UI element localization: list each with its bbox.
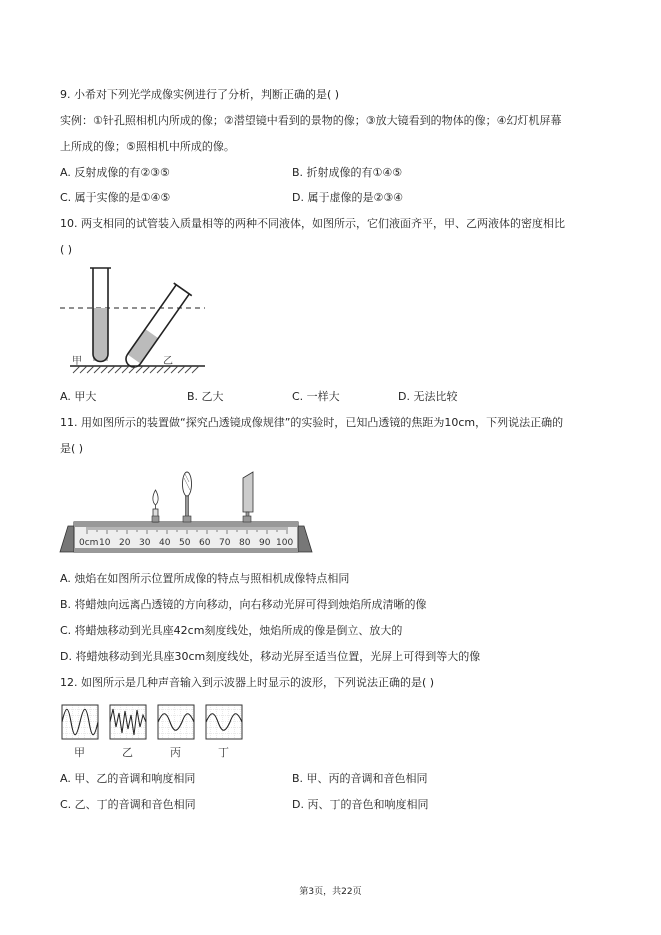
q10-option-c: C. 一样大 bbox=[292, 390, 340, 403]
q11-option-c: C. 将蜡烛移动到光具座42cm刻度线处，烛焰所成的像是倒立、放大的 bbox=[60, 624, 403, 637]
wave-label-ding: 丁 bbox=[218, 746, 229, 759]
wave-label-jia: 甲 bbox=[74, 746, 85, 759]
q12-stem: 12. 如图所示是几种声音输入到示波器上时显示的波形，下列说法正确的是( ) bbox=[60, 676, 435, 689]
q9-option-b: B. 折射成像的有①④⑤ bbox=[292, 166, 403, 179]
q11-stem-line1: 11. 用如图所示的装置做“探究凸透镜成像规律”的实验时，已知凸透镜的焦距为10cm，下列说法正确的 bbox=[60, 416, 564, 429]
scale-label-50: 50 bbox=[179, 538, 191, 548]
q11-option-a: A. 烛焰在如图所示位置所成像的特点与照相机成像特点相同 bbox=[60, 572, 350, 585]
tube-label-yi: 乙 bbox=[163, 356, 173, 367]
q9-option-d: D. 属于虚像的是②③④ bbox=[292, 191, 404, 204]
q11-option-b: B. 将蜡烛向远离凸透镜的方向移动，向右移动光屏可得到烛焰所成清晰的像 bbox=[60, 598, 427, 611]
q12-option-b: B. 甲、丙的音调和音色相同 bbox=[292, 772, 428, 785]
light-screen bbox=[243, 472, 253, 522]
q11-option-d: D. 将蜡烛移动到光具座30cm刻度线处，移动光屏至适当位置，光屏上可得到等大的像 bbox=[60, 650, 481, 663]
q9-stem: 9. 小希对下列光学成像实例进行了分析，判断正确的是( ) bbox=[60, 88, 340, 101]
scale-label-80: 80 bbox=[239, 538, 251, 548]
q10-stem: 10. 两支相同的试管装入质量相等的两种不同液体，如图所示，它们液面齐平，甲、乙两液体的密度相比 bbox=[60, 217, 565, 230]
wave-label-yi: 乙 bbox=[122, 746, 133, 759]
page-footer: 第3页，共22页 bbox=[299, 887, 362, 897]
q10-paren: ( ) bbox=[60, 243, 73, 256]
q9-examples-line2: 上所成的像；⑤照相机中所成的像。 bbox=[60, 140, 235, 153]
scale-label-70: 70 bbox=[219, 538, 231, 548]
q12-option-d: D. 丙、丁的音色和响度相同 bbox=[292, 798, 429, 811]
q9-examples-line1: 实例：①针孔照相机内所成的像；②潜望镜中看到的景物的像；③放大镜看到的物体的像；④幻灯机屏幕 bbox=[60, 114, 562, 127]
waveform-yi bbox=[110, 705, 146, 739]
scale-label-100: 100 bbox=[276, 538, 294, 548]
candle bbox=[152, 490, 159, 522]
q10-option-d: D. 无法比较 bbox=[398, 390, 458, 403]
q12-option-c: C. 乙、丁的音调和音色相同 bbox=[60, 798, 196, 811]
convex-lens bbox=[183, 472, 192, 522]
tube-label-jia: 甲 bbox=[72, 356, 82, 367]
waveform-ding bbox=[206, 705, 242, 739]
q10-option-a: A. 甲大 bbox=[60, 390, 97, 403]
tube-yi bbox=[120, 283, 191, 372]
scale-label-20: 20 bbox=[119, 538, 131, 548]
waveform-jia bbox=[62, 705, 98, 739]
waveform-bing bbox=[158, 705, 194, 739]
q12-waveforms-figure bbox=[60, 703, 250, 747]
scale-label-0: 0cm bbox=[79, 538, 99, 548]
scale-label-40: 40 bbox=[159, 538, 171, 548]
q9-option-a: A. 反射成像的有②③⑤ bbox=[60, 166, 170, 179]
tube-jia bbox=[90, 268, 111, 362]
q11-optical-bench-figure bbox=[58, 468, 320, 564]
scale-label-90: 90 bbox=[259, 538, 271, 548]
wave-label-bing: 丙 bbox=[170, 746, 181, 759]
q12-option-a: A. 甲、乙的音调和响度相同 bbox=[60, 772, 196, 785]
q10-option-b: B. 乙大 bbox=[187, 390, 224, 403]
scale-label-60: 60 bbox=[199, 538, 211, 548]
q9-option-c: C. 属于实像的是①④⑤ bbox=[60, 191, 171, 204]
scale-label-10: 10 bbox=[99, 538, 111, 548]
scale-label-30: 30 bbox=[139, 538, 151, 548]
q11-stem-line2: 是( ) bbox=[60, 442, 84, 455]
